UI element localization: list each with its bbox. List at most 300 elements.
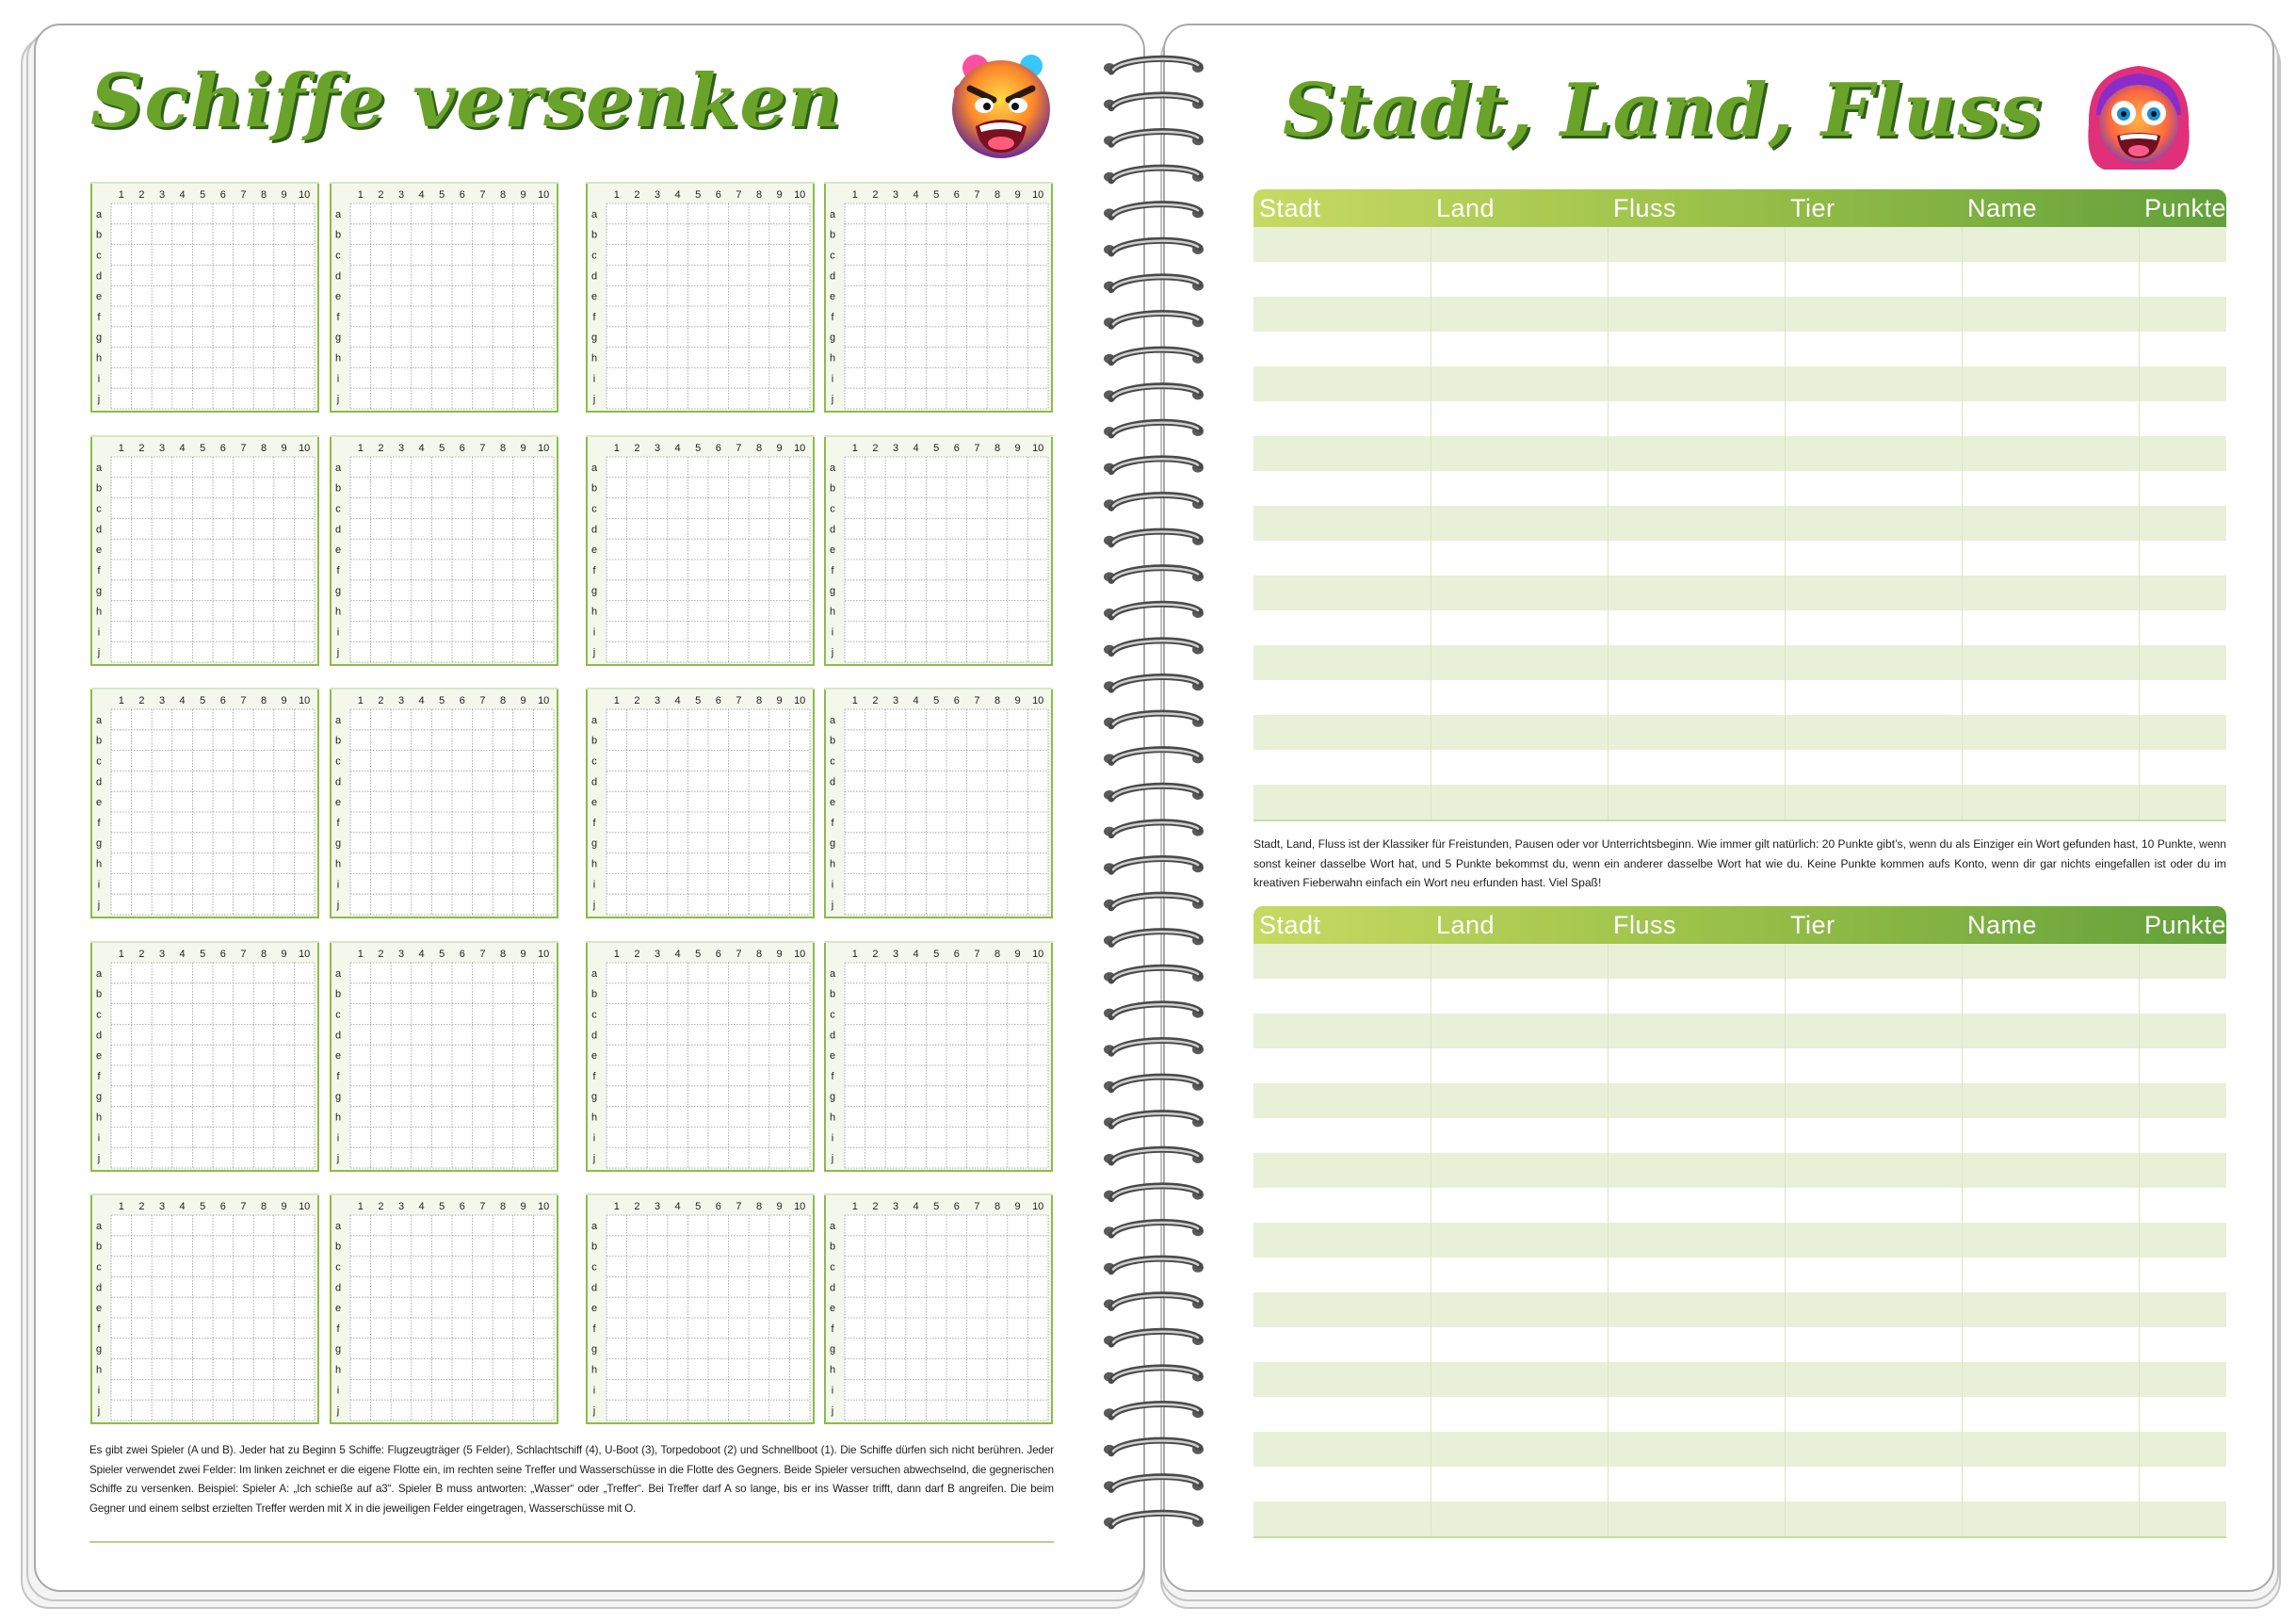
column-header: Punkte bbox=[2144, 911, 2227, 939]
row-label: i bbox=[97, 1132, 101, 1144]
column-label: 6 bbox=[953, 443, 960, 454]
table-row[interactable] bbox=[1253, 1292, 2226, 1327]
battleship-grid bbox=[824, 942, 1053, 1172]
table-row[interactable] bbox=[1253, 366, 2226, 401]
row-label: g bbox=[95, 1343, 103, 1355]
column-label: 7 bbox=[479, 949, 486, 960]
column-label: 1 bbox=[613, 695, 620, 706]
row-label: j bbox=[97, 1153, 101, 1165]
row-label: a bbox=[95, 714, 103, 726]
column-divider bbox=[1962, 227, 1963, 820]
row-label: h bbox=[590, 1112, 598, 1124]
row-label: c bbox=[335, 1261, 341, 1274]
table-row[interactable] bbox=[1253, 1083, 2226, 1118]
row-label: i bbox=[831, 373, 834, 385]
column-label: 6 bbox=[459, 189, 465, 201]
column-label: 2 bbox=[378, 949, 384, 960]
row-label: b bbox=[829, 1241, 836, 1253]
row-label: b bbox=[829, 482, 836, 495]
row-label: j bbox=[592, 647, 596, 659]
row-label: j bbox=[831, 900, 834, 912]
page-title-slf: Stadt, Land, Fluss bbox=[1283, 68, 2043, 154]
row-label: i bbox=[831, 1132, 834, 1144]
column-label: 3 bbox=[158, 1201, 166, 1212]
row-label: a bbox=[590, 967, 598, 980]
table-row[interactable] bbox=[1253, 715, 2226, 750]
column-header: Tier bbox=[1790, 194, 1835, 222]
row-label: j bbox=[592, 1153, 596, 1165]
row-label: j bbox=[97, 900, 101, 912]
row-label: e bbox=[334, 1050, 342, 1063]
row-label: i bbox=[592, 879, 596, 891]
battleship-grid bbox=[90, 1194, 319, 1424]
row-label: h bbox=[95, 1364, 103, 1376]
column-label: 7 bbox=[240, 695, 247, 706]
column-label: 9 bbox=[520, 695, 526, 706]
column-label: 7 bbox=[240, 949, 247, 960]
column-label: 3 bbox=[158, 949, 166, 960]
row-label: b bbox=[95, 988, 103, 1000]
table-row[interactable] bbox=[1253, 1432, 2226, 1467]
table-row[interactable] bbox=[1253, 297, 2226, 332]
row-label: d bbox=[590, 270, 598, 283]
row-label: h bbox=[95, 858, 103, 870]
row-label: h bbox=[334, 606, 342, 618]
row-label: c bbox=[335, 1009, 341, 1021]
row-label: d bbox=[829, 1030, 836, 1042]
row-label: a bbox=[95, 1220, 103, 1232]
column-label: 4 bbox=[674, 1201, 681, 1212]
row-label: a bbox=[334, 208, 342, 220]
column-label: 5 bbox=[695, 695, 702, 706]
column-label: 6 bbox=[953, 695, 960, 706]
row-label: i bbox=[592, 626, 596, 639]
column-label: 4 bbox=[913, 189, 919, 201]
row-label: d bbox=[95, 1030, 103, 1042]
table-row[interactable] bbox=[1253, 979, 2226, 1014]
table-row[interactable] bbox=[1253, 506, 2226, 541]
column-label: 3 bbox=[654, 443, 661, 454]
column-divider bbox=[1785, 944, 1786, 1536]
row-label: e bbox=[95, 544, 103, 557]
row-label: f bbox=[831, 1323, 834, 1335]
column-label: 8 bbox=[260, 189, 267, 201]
column-label: 9 bbox=[520, 949, 526, 960]
row-label: c bbox=[96, 503, 102, 515]
column-label: 7 bbox=[479, 189, 486, 201]
column-label: 2 bbox=[872, 949, 879, 960]
column-label: 6 bbox=[953, 189, 960, 201]
column-label: 6 bbox=[715, 949, 721, 960]
column-label: 8 bbox=[994, 443, 1001, 454]
row-label: j bbox=[831, 1405, 834, 1418]
row-label: c bbox=[591, 503, 597, 515]
column-label: 9 bbox=[1014, 443, 1021, 454]
row-label: j bbox=[336, 647, 340, 659]
row-label: g bbox=[334, 1091, 342, 1103]
row-label: c bbox=[591, 250, 597, 262]
row-label: i bbox=[831, 626, 834, 639]
column-label: 1 bbox=[851, 189, 858, 201]
column-label: 7 bbox=[240, 443, 247, 454]
column-label: 1 bbox=[851, 1201, 858, 1212]
battleship-grid bbox=[586, 436, 815, 666]
column-label: 3 bbox=[892, 695, 899, 706]
row-label: b bbox=[590, 988, 598, 1000]
row-label: a bbox=[829, 714, 836, 726]
row-label: i bbox=[831, 1385, 834, 1397]
table-row[interactable] bbox=[1253, 645, 2226, 680]
column-label: 8 bbox=[755, 949, 763, 960]
row-label: e bbox=[590, 544, 598, 557]
column-label: 7 bbox=[736, 695, 742, 706]
column-label: 1 bbox=[851, 443, 858, 454]
column-divider bbox=[1608, 227, 1609, 820]
table-row[interactable] bbox=[1253, 680, 2226, 715]
row-label: d bbox=[334, 776, 342, 788]
row-label: e bbox=[334, 544, 342, 557]
row-label: c bbox=[335, 755, 341, 768]
column-label: 7 bbox=[974, 443, 980, 454]
row-label: g bbox=[95, 837, 103, 850]
row-label: a bbox=[95, 462, 103, 474]
column-label: 7 bbox=[974, 189, 980, 201]
column-label: 6 bbox=[715, 443, 721, 454]
row-label: a bbox=[590, 462, 598, 474]
column-label: 9 bbox=[520, 189, 526, 201]
column-label: 6 bbox=[715, 189, 721, 201]
row-label: j bbox=[336, 1153, 340, 1165]
column-label: 2 bbox=[378, 1201, 384, 1212]
row-label: d bbox=[590, 524, 598, 536]
table-row[interactable] bbox=[1253, 332, 2226, 366]
row-label: d bbox=[829, 524, 836, 536]
row-label: j bbox=[97, 394, 101, 406]
row-label: g bbox=[95, 332, 103, 344]
row-label: e bbox=[829, 544, 836, 557]
column-label: 2 bbox=[378, 189, 384, 201]
column-label: 3 bbox=[654, 695, 661, 706]
row-label: j bbox=[336, 1405, 340, 1418]
row-label: d bbox=[334, 1282, 342, 1294]
row-label: d bbox=[829, 270, 836, 283]
row-label: e bbox=[829, 1050, 836, 1063]
column-label: 4 bbox=[913, 443, 919, 454]
column-label: 6 bbox=[219, 949, 226, 960]
row-label: h bbox=[829, 606, 836, 618]
column-label: 1 bbox=[851, 949, 858, 960]
row-label: h bbox=[95, 352, 103, 365]
column-label: 7 bbox=[479, 695, 486, 706]
table-row[interactable] bbox=[1253, 436, 2226, 471]
column-label: 9 bbox=[281, 443, 287, 454]
row-label: b bbox=[334, 229, 342, 241]
row-label: g bbox=[829, 1091, 836, 1103]
column-label: 1 bbox=[118, 189, 124, 201]
table-row[interactable] bbox=[1253, 1048, 2226, 1083]
row-label: c bbox=[591, 1261, 597, 1274]
column-label: 8 bbox=[994, 695, 1001, 706]
column-label: 9 bbox=[1014, 695, 1021, 706]
column-label: 9 bbox=[281, 1201, 287, 1212]
row-label: e bbox=[95, 291, 103, 303]
column-label: 10 bbox=[794, 189, 806, 201]
row-label: d bbox=[829, 1282, 836, 1294]
row-label: g bbox=[829, 585, 836, 597]
battleship-grid bbox=[330, 183, 558, 413]
table-row[interactable] bbox=[1253, 1223, 2226, 1258]
column-label: 8 bbox=[755, 189, 763, 201]
column-label: 8 bbox=[755, 443, 763, 454]
table-row[interactable] bbox=[1253, 401, 2226, 436]
row-label: c bbox=[830, 250, 835, 262]
battleship-rules-text: Es gibt zwei Spieler (A und B). Jeder hat zu Beginn 5 Schiffe: Flugzeugträger (5 Felder), Schlachtschiff (4), U-Boot (3), Torpedoboot (2) und Schnellboot (1). Die Schiffe dürfen sich nicht berühren. Jeder Spieler verwendet zwei Felder: Im linken zeichnet er die eigene Flotte ein, im rechten seine Treffer und Wasserschüsse in die Flotte des Gegners. Beide Spieler versuchen abwechselnd, die gegnerischen Schiffe zu versenken. Beispiel: Spieler A: „Ich schieße auf a3“. Spieler B muss antworten: „Wasser“ oder „Treffer“. Bei Treffer darf A so lange, bis er ins Wasser trifft, dann darf B angreifen. Die beim Gegner und einem selbst erzielten Treffer werden mit X in die jeweiligen Felder eingetragen, Wasserschüsse mit O. bbox=[89, 1444, 1054, 1515]
column-label: 10 bbox=[538, 949, 550, 960]
battleship-grid bbox=[330, 1194, 558, 1424]
column-label: 5 bbox=[933, 695, 940, 706]
column-label: 10 bbox=[794, 443, 806, 454]
table-row[interactable] bbox=[1253, 541, 2226, 576]
row-label: e bbox=[95, 1303, 103, 1315]
column-label: 3 bbox=[654, 189, 661, 201]
table-row[interactable] bbox=[1253, 1327, 2226, 1362]
table-row[interactable] bbox=[1253, 610, 2226, 645]
row-label: j bbox=[831, 1153, 834, 1165]
row-label: e bbox=[334, 1303, 342, 1315]
column-label: 1 bbox=[357, 695, 364, 706]
column-label: 10 bbox=[538, 189, 550, 201]
column-label: 6 bbox=[953, 949, 960, 960]
table-row[interactable] bbox=[1253, 785, 2226, 820]
column-label: 7 bbox=[974, 1201, 980, 1212]
row-label: e bbox=[829, 291, 836, 303]
table-row[interactable] bbox=[1253, 1397, 2226, 1432]
column-label: 7 bbox=[736, 443, 742, 454]
row-label: d bbox=[334, 270, 342, 283]
row-label: d bbox=[590, 776, 598, 788]
column-label: 1 bbox=[118, 949, 124, 960]
row-label: e bbox=[590, 291, 598, 303]
row-label: j bbox=[97, 647, 101, 659]
column-label: 2 bbox=[138, 189, 145, 201]
row-label: f bbox=[97, 564, 101, 576]
row-label: d bbox=[590, 1282, 598, 1294]
row-label: c bbox=[591, 1009, 597, 1021]
row-label: i bbox=[97, 1385, 101, 1397]
column-label: 3 bbox=[892, 443, 899, 454]
battleship-grid bbox=[824, 1194, 1053, 1424]
row-label: f bbox=[97, 1323, 101, 1335]
column-label: 3 bbox=[397, 443, 405, 454]
table-row[interactable] bbox=[1253, 750, 2226, 785]
battleship-grid bbox=[90, 183, 319, 413]
column-label: 2 bbox=[634, 695, 640, 706]
column-label: 10 bbox=[1032, 189, 1044, 201]
column-label: 5 bbox=[439, 1201, 445, 1212]
row-label: i bbox=[592, 1132, 596, 1144]
column-label: 3 bbox=[158, 695, 166, 706]
column-label: 4 bbox=[418, 1201, 425, 1212]
table-row[interactable] bbox=[1253, 1258, 2226, 1292]
column-divider bbox=[1785, 227, 1786, 820]
column-label: 5 bbox=[200, 1201, 206, 1212]
table-row[interactable] bbox=[1253, 1118, 2226, 1153]
row-label: g bbox=[334, 585, 342, 597]
column-label: 5 bbox=[933, 443, 940, 454]
row-label: a bbox=[829, 462, 836, 474]
row-label: b bbox=[95, 735, 103, 747]
column-label: 9 bbox=[776, 1201, 783, 1212]
column-label: 9 bbox=[776, 443, 783, 454]
battleship-grid bbox=[330, 942, 558, 1172]
row-label: h bbox=[829, 1112, 836, 1124]
column-label: 2 bbox=[872, 695, 879, 706]
row-label: e bbox=[334, 291, 342, 303]
row-label: g bbox=[95, 585, 103, 597]
table-header bbox=[1253, 189, 2226, 227]
column-label: 6 bbox=[219, 443, 226, 454]
row-label: b bbox=[590, 229, 598, 241]
row-label: i bbox=[97, 373, 101, 385]
table-row[interactable] bbox=[1253, 1188, 2226, 1223]
row-label: g bbox=[95, 1091, 103, 1103]
row-label: h bbox=[829, 352, 836, 365]
row-label: h bbox=[590, 858, 598, 870]
column-label: 8 bbox=[499, 443, 507, 454]
column-header: Stadt bbox=[1259, 911, 1321, 939]
column-label: 6 bbox=[219, 189, 226, 201]
column-label: 8 bbox=[260, 695, 267, 706]
column-label: 8 bbox=[260, 949, 267, 960]
row-label: g bbox=[590, 1343, 598, 1355]
table-row[interactable] bbox=[1253, 1501, 2226, 1536]
row-label: f bbox=[97, 817, 101, 829]
row-label: i bbox=[831, 879, 834, 891]
table-row[interactable] bbox=[1253, 471, 2226, 506]
row-label: f bbox=[592, 817, 596, 829]
column-label: 8 bbox=[499, 1201, 507, 1212]
row-label: c bbox=[830, 503, 835, 515]
column-label: 4 bbox=[913, 695, 919, 706]
angry-face-icon bbox=[942, 47, 1060, 166]
row-label: f bbox=[97, 311, 101, 323]
row-label: a bbox=[829, 1220, 836, 1232]
row-label: a bbox=[590, 1220, 598, 1232]
table-row[interactable] bbox=[1253, 1467, 2226, 1501]
column-label: 4 bbox=[179, 189, 186, 201]
row-label: f bbox=[336, 817, 340, 829]
column-label: 5 bbox=[695, 443, 702, 454]
column-label: 5 bbox=[695, 1201, 702, 1212]
table-row[interactable] bbox=[1253, 1153, 2226, 1188]
column-label: 10 bbox=[299, 443, 311, 454]
row-label: a bbox=[334, 1220, 342, 1232]
table-body bbox=[1253, 944, 2226, 1536]
column-label: 10 bbox=[538, 1201, 550, 1212]
row-label: e bbox=[95, 797, 103, 809]
row-label: e bbox=[334, 797, 342, 809]
battleship-grid bbox=[90, 689, 319, 918]
row-label: g bbox=[334, 332, 342, 344]
table-row[interactable] bbox=[1253, 227, 2226, 262]
column-header: Fluss bbox=[1613, 194, 1677, 222]
column-label: 6 bbox=[459, 949, 465, 960]
column-label: 6 bbox=[459, 443, 465, 454]
column-label: 9 bbox=[1014, 949, 1021, 960]
row-label: b bbox=[590, 735, 598, 747]
row-label: h bbox=[590, 606, 598, 618]
row-label: d bbox=[95, 1282, 103, 1294]
column-label: 4 bbox=[674, 443, 681, 454]
column-label: 1 bbox=[357, 1201, 364, 1212]
battleship-grid bbox=[586, 1194, 815, 1424]
column-label: 6 bbox=[219, 1201, 226, 1212]
row-label: d bbox=[95, 270, 103, 283]
column-divider bbox=[2139, 227, 2140, 820]
column-label: 10 bbox=[299, 949, 311, 960]
row-label: i bbox=[97, 879, 101, 891]
row-label: c bbox=[96, 1261, 102, 1274]
row-label: c bbox=[830, 1009, 835, 1021]
row-label: d bbox=[95, 524, 103, 536]
column-label: 2 bbox=[872, 189, 879, 201]
row-label: j bbox=[831, 647, 834, 659]
row-label: h bbox=[829, 1364, 836, 1376]
slf-table-2 bbox=[1253, 906, 2226, 1538]
row-label: b bbox=[590, 1241, 598, 1253]
row-label: h bbox=[334, 352, 342, 365]
column-header: Name bbox=[1967, 911, 2038, 939]
row-label: g bbox=[334, 837, 342, 850]
table-bottom-line bbox=[1253, 820, 2226, 821]
column-label: 3 bbox=[654, 1201, 661, 1212]
column-label: 10 bbox=[299, 1201, 311, 1212]
column-header: Name bbox=[1967, 194, 2038, 222]
table-body bbox=[1253, 227, 2226, 820]
column-label: 1 bbox=[613, 1201, 620, 1212]
column-label: 8 bbox=[260, 1201, 267, 1212]
column-label: 9 bbox=[281, 189, 287, 201]
column-label: 7 bbox=[479, 443, 486, 454]
column-label: 7 bbox=[736, 189, 742, 201]
column-label: 5 bbox=[695, 949, 702, 960]
row-label: d bbox=[590, 1030, 598, 1042]
row-label: g bbox=[590, 1091, 598, 1103]
table-row[interactable] bbox=[1253, 262, 2226, 297]
column-label: 8 bbox=[994, 189, 1001, 201]
table-row[interactable] bbox=[1253, 944, 2226, 979]
column-label: 1 bbox=[357, 443, 364, 454]
table-row[interactable] bbox=[1253, 576, 2226, 610]
column-label: 3 bbox=[158, 443, 166, 454]
column-label: 9 bbox=[281, 949, 287, 960]
row-label: j bbox=[336, 900, 340, 912]
battleship-grid bbox=[90, 436, 319, 666]
row-label: f bbox=[831, 817, 834, 829]
table-bottom-line bbox=[1253, 1536, 2226, 1538]
column-label: 8 bbox=[755, 695, 763, 706]
table-row[interactable] bbox=[1253, 1362, 2226, 1397]
table-row[interactable] bbox=[1253, 1014, 2226, 1048]
column-label: 10 bbox=[794, 949, 806, 960]
column-label: 6 bbox=[219, 695, 226, 706]
row-label: d bbox=[334, 524, 342, 536]
column-label: 1 bbox=[613, 443, 620, 454]
battleship-grid bbox=[586, 942, 815, 1172]
column-label: 6 bbox=[953, 1201, 960, 1212]
column-label: 1 bbox=[118, 1201, 124, 1212]
row-label: j bbox=[592, 394, 596, 406]
